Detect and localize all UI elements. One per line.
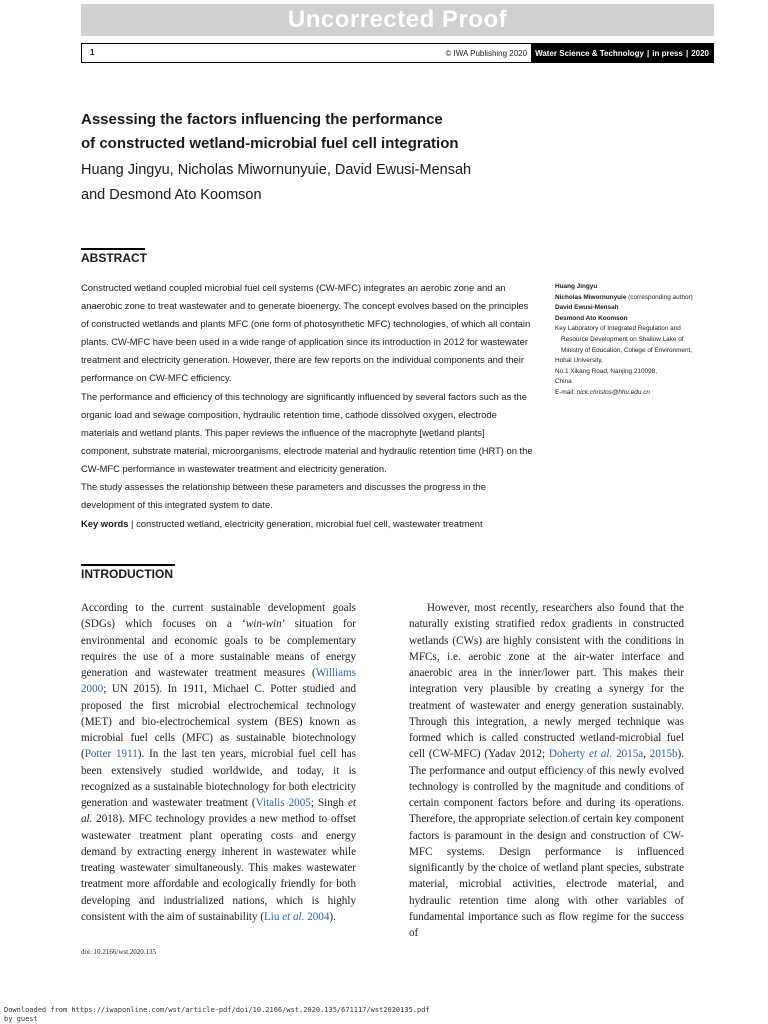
abstract-paragraph-1: Constructed wetland coupled microbial fuel cell systems (CW-MFC) integrates an aerobic zone and an anaerobic zone to treat wastewater and to generate bioenergy. The concept evolves based on the principles of constructed wetlands and plants MFC (one form of photosynthetic MFC) technologies, of which all contain plants. CW-MFC have been used in a wide range of application since its introduction in 2012 for wastewater treatment and electricity generation. However, there are few reports on the individual components and their performance on CW-MFC efficiency.: [81, 282, 531, 384]
intro-text: 2018). MFC technology provides a new method to offset wastewater treatment plant operating costs and energy demand by extracting energy inherent in wastewater while treating wastewater simultaneously. This makes wastewater treatment more affordable and ecologically friendly for both developing and industrialized nations, which is highly consistent with the aim of sustainability (: [81, 813, 356, 923]
introduction-heading: INTRODUCTION: [81, 567, 173, 581]
corresponding-note: (corresponding author): [628, 293, 693, 301]
title-line-2: of constructed wetland-microbial fuel cell integration: [81, 135, 459, 152]
citation-link[interactable]: [264, 911, 329, 923]
introduction-rule: [81, 564, 175, 566]
citation-author: Liu: [264, 910, 283, 923]
abstract-paragraph-3: The study assesses the relationship between these parameters and discusses the progress in the development of this integrated system to date.: [81, 481, 486, 511]
keywords-list: constructed wetland, electricity generation, microbial fuel cell, wastewater treatment: [136, 518, 483, 529]
affil-author-3: David Ewusi-Mensah: [555, 304, 619, 312]
abstract-paragraph-2: The performance and efficiency of this technology are significantly influenced by several factors such as the organic load and sewage composition, hydraulic retention time, cathode dissolved oxygen, electrode materials and wetland plants. This paper reviews the influence of the macrophyte [wetland plants] component, substrate material, microorganisms, electrode material and hydraulic retention time (HRT) on the CW-MFC performance in wastewater treatment and electricity generation.: [81, 390, 533, 474]
intro-right-column: [409, 600, 684, 941]
download-notice: [4, 1006, 430, 1024]
email-address[interactable]: nick.christos@hhu.edu.cn: [576, 388, 650, 396]
intro-emphasis: win-win: [245, 618, 282, 631]
intro-text: ; UN 2015). In 1911, Michael C. Potter studied and proposed the first microbial electrochemical technology (MET) and bio-electrochemical system (BES) known as microbial fuel cells (MFC) as sustainable biotechnology (: [81, 683, 356, 761]
citation-link[interactable]: Williams 2000: [81, 667, 356, 696]
abstract-rule: [81, 248, 145, 250]
intro-left-column: [81, 600, 356, 925]
intro-text: ). In the last ten years, microbial fuel cell has been extensively studied worldwide, and today, it is recognized as a sustainable biotechnology for both electricity generation and wastewater treatment (: [81, 748, 356, 809]
affil-author-4: Desmond Ato Koomson: [555, 314, 628, 322]
authors-line-2: and Desmond Ato Koomson: [81, 187, 262, 203]
intro-text: However, most recently, researchers also found that the naturally existing stratified redox gradients in constructed wetlands (CWs) are highly consistent with the conditions in MFCs, i.e. aerobic zone at the air-water interface and anaerobic area in the inner/lower part. This makes their integration very plausible by creating a synergy for the treatment of wastewater and energy generation sustainably. Through this integration, a newly merged technique was formed which is called constructed wetland-microbial fuel cell (CW-MFC) (Yadav 2012;: [409, 602, 684, 761]
running-head-right: [441, 44, 713, 62]
institution-line-2: Resource Development on Shallow Lake of: [561, 335, 684, 343]
intro-emphasis: et al.: [81, 797, 356, 826]
intro-text: ’ situation for environmental and economic goals to be complementary requires the use of a more sustainable means of energy generation and wastewater treatment measures (: [81, 618, 356, 679]
paper-title: [81, 108, 601, 156]
copyright: © IWA Publishing 2020: [445, 48, 528, 58]
intro-text: ; Singh: [310, 797, 348, 809]
journal-block: [531, 44, 713, 62]
citation-emphasis: et al.: [282, 910, 305, 923]
abstract-text: [81, 279, 533, 514]
author-list: [81, 158, 541, 208]
uncorrected-proof-banner: Uncorrected Proof: [81, 4, 714, 36]
citation-link[interactable]: Potter 1911: [84, 748, 138, 761]
keywords-label: Key words: [81, 518, 129, 529]
institution-line-5: No.1 Xikang Road, Nanjing 210098,: [555, 367, 657, 375]
separator: |: [685, 48, 689, 58]
page-number: 1: [90, 48, 95, 57]
authors-line-1: Huang Jingyu, Nicholas Miwornunyuie, David Ewusi-Mensah: [81, 162, 472, 178]
journal-year: 2020: [691, 48, 709, 58]
citation-year: 2015a: [612, 748, 644, 761]
download-guest-line: by guest: [4, 1015, 38, 1023]
institution-line-4: Hohai University,: [555, 357, 603, 365]
abstract-heading: ABSTRACT: [81, 251, 147, 265]
affil-author-1: Huang Jingyu: [555, 283, 598, 290]
institution-line-3: Ministry of Education, College of Environment,: [561, 346, 693, 354]
citation-emphasis: et al.: [589, 748, 613, 761]
intro-text: ).: [329, 910, 336, 923]
intro-text: According to the current sustainable development goals (SDGs) which focuses on a ‘: [81, 602, 356, 631]
email-label: E-mail:: [555, 388, 575, 396]
doi-line: doi: 10.2166/wst.2020.135: [81, 948, 157, 956]
separator: |: [647, 48, 650, 58]
citation-link[interactable]: Vitalis 2005: [255, 797, 311, 809]
running-head: [81, 43, 714, 63]
press-status: in press: [652, 48, 683, 58]
institution-line-1: Key Laboratory of Integrated Regulation and: [555, 325, 681, 333]
intro-text: ). The performance and output efficiency of this newly evolved technology is controlled by the magnitude and conditions of certain component factors before and during its operations. Therefore, the appropriate selection of certain key component factors is paramount in the design and construction of CW-MFC systems. Design performance is influenced significantly by the choice of wetland plant species, substrate material, microbial activities, electrode material, and hydraulic retention time along with other variables of fundamental importance such as flow regime for the success of: [409, 748, 684, 939]
intro-text: ,: [643, 748, 650, 761]
citation-link[interactable]: [549, 748, 643, 760]
keywords-separator: |: [131, 518, 134, 529]
citation-link[interactable]: 2015b: [649, 748, 678, 761]
download-url-line[interactable]: Downloaded from https://iwaponline.com/wst/article-pdf/doi/10.2166/wst.2020.135/671117/wst2020135.pdf: [4, 1006, 430, 1014]
institution-line-6: China: [555, 378, 572, 386]
journal-name: Water Science & Technology: [535, 48, 645, 58]
author-affiliations: [555, 282, 725, 399]
citation-year: 2004: [304, 910, 330, 923]
keywords: [81, 515, 541, 533]
title-line-1: Assessing the factors influencing the performance: [81, 111, 443, 128]
affil-author-2: Nicholas Miwornunyuie: [555, 293, 627, 301]
citation-author: Doherty: [548, 748, 590, 761]
